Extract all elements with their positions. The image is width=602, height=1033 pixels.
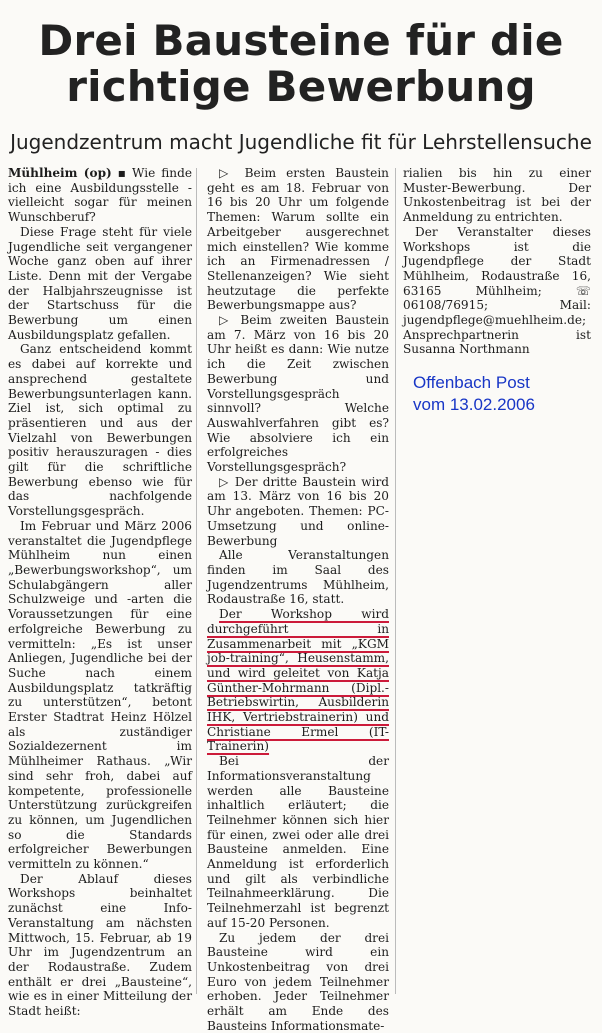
subheadline: Jugendzentrum macht Jugendliche fit für Lehrstellensuche bbox=[10, 130, 592, 154]
headline-line-1: Drei Bausteine für die bbox=[38, 16, 564, 65]
source-publication: Offenbach Post bbox=[413, 373, 530, 392]
paragraph-text: Beim zweiten Baustein am 7. März von 16 bis 20 Uhr heißt es dann: Wie nutze ich die Zeit zwischen Bewerbung und Vorstellungsgespräch sinnvoll? Welche Auswahlverfahren gibt es? Wie absolviere ich ein erfolgreiches Vorstellungsgespräch? bbox=[207, 313, 389, 475]
triangle-marker-icon: ▷ bbox=[219, 474, 230, 489]
triangle-marker-icon: ▷ bbox=[219, 313, 233, 328]
headline bbox=[0, 18, 602, 110]
paragraph: Ganz entscheidend kommt es dabei auf korrekte und ansprechend gestaltete Bewerbungsunterlagen kann. Ziel ist, sich optimal zu präsentieren und aus der Vielzahl von Bewerbungen positiv herauszuragen - dies gilt für die schriftliche Bewerbung ebenso wie für das nachfolgende Vorstellungsgespräch. bbox=[8, 342, 192, 519]
paragraph-highlighted bbox=[207, 607, 389, 754]
underlined-text: Der Workshop wird durchgeführt in Zusammenarbeit mit „KGM job-training“, Heusenstamm, und wird geleitet von Katja Günther-Mohrmann (Dipl.-Betriebswirtin, Ausbilderin IHK, Vertriebstrainerin) und Christiane Ermel (IT-Trainerin) bbox=[207, 607, 389, 754]
paragraph bbox=[207, 475, 389, 549]
article-column-1 bbox=[8, 166, 192, 1019]
paragraph: Zu jedem der drei Bausteine wird ein Unkostenbeitrag von drei Euro von jedem Teilnehmer erhoben. Jeder Teilnehmer erhält am Ende des Bausteins Informationsmate- bbox=[207, 930, 389, 1033]
paragraph: rialien bis hin zu einer Muster-Bewerbung. Der Unkostenbeitrag ist bei der Anmeldung zu entrichten. bbox=[403, 166, 591, 225]
article-column-3 bbox=[403, 166, 591, 357]
paragraph: Alle Veranstaltungen finden im Saal des Jugendzentrums Mühlheim, Rodaustraße 16, statt. bbox=[207, 548, 389, 607]
bullet-marker: ▪ bbox=[117, 166, 126, 180]
paragraph: Der Ablauf dieses Workshops beinhaltet zunächst eine Info-Veranstaltung am nächsten Mittwoch, 15. Februar, ab 19 Uhr im Jugendzentrum an der Rodaustraße. Zudem enthält er drei „Bausteine“, wie es in einer Mitteilung der Stadt heißt: bbox=[8, 871, 192, 1019]
paragraph-text: Beim ersten Baustein geht es am 18. Februar von 16 bis 20 Uhr um folgende Themen: Warum sollte ein Arbeitgeber ausgerechnet mich einstellen? Wie komme ich an Firmenadressen / Stellenanzeigen? Wie sieht heutzutage die perfekte Bewerbungsmappe aus? bbox=[207, 166, 389, 313]
column-divider bbox=[196, 168, 197, 994]
triangle-marker-icon: ▷ bbox=[219, 166, 235, 180]
paragraph: Diese Frage steht für viele Jugendliche seit vergangener Woche ganz oben auf ihrer Liste. Denn mit der Vergabe der Halbjahrszeugnisse ist der Startschuss für die Bewerbung um einen Ausbildungsplatz gefallen. bbox=[8, 224, 192, 342]
paragraph bbox=[207, 166, 389, 313]
paragraph: Der Veranstalter dieses Workshops ist die Jugendpflege der Stadt Mühlheim, Rodaustraße 16, 63165 Mühlheim; ☏ 06108/76915; Mail: jugendpflege@muehlheim.de; Ansprechpartnerin ist Susanna Northmann bbox=[403, 224, 591, 357]
paragraph: Im Februar und März 2006 veranstaltet die Jugendpflege Mühlheim nun einen „Bewerbungsworkshop“, um Schulabgängern aller Schulzweige und -arten die Voraussetzungen für eine erfolgreiche Bewerbung zu vermitteln: „Es ist unser Anliegen, Jugendliche bei der Suche nach einem Ausbildungsplatz tatkräftig zu unterstützen“, betont Erster Stadtrat Heinz Hölzel als zuständiger Sozialdezernent im Mühlheimer Rathaus. „Wir sind sehr froh, dabei auf kompetente, professionelle Unterstützung zurückgreifen zu können, um Jugendlichen so die Standards erfolgreicher Bewerbungen vermitteln zu können.“ bbox=[8, 518, 192, 872]
source-date: vom 13.02.2006 bbox=[413, 395, 535, 414]
article-column-2 bbox=[207, 166, 389, 1033]
paragraph: Bei der Informationsveranstaltung werden alle Bausteine inhaltlich erläutert; die Teilnehmer können sich hier für einen, zwei oder alle drei Bausteine anmelden. Eine Anmeldung ist erforderlich und gilt als verbindliche Teilnahmeerklärung. Die Teilnehmerzahl ist begrenzt auf 15-20 Personen. bbox=[207, 754, 389, 930]
paragraph-text: Wie finde ich eine Ausbildungsstelle - vielleicht sogar für meinen Wunschberuf? bbox=[8, 166, 192, 225]
paragraph bbox=[207, 313, 389, 475]
dateline: Mühlheim (op) bbox=[8, 166, 112, 180]
column-divider bbox=[395, 168, 396, 994]
source-annotation bbox=[413, 372, 535, 416]
paragraph-text: Der dritte Baustein wird am 13. März von 16 bis 20 Uhr angeboten. Themen: PC-Umsetzung und online-Bewerbung bbox=[207, 474, 389, 548]
lead-paragraph bbox=[8, 166, 192, 225]
headline-line-2: richtige Bewerbung bbox=[66, 62, 536, 111]
